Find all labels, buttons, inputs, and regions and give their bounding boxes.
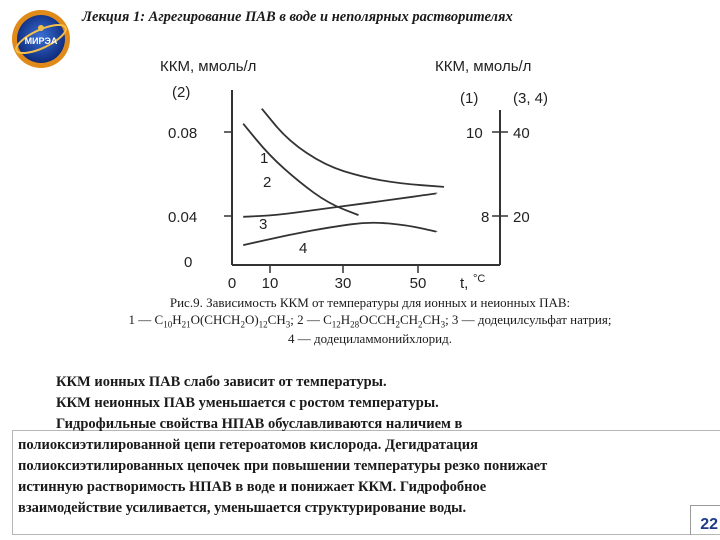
- paragraph-3-line-3: полиоксиэтилированных цепочек при повышении температуры резко понижает: [18, 458, 548, 474]
- right-axis-label: ККМ, ммоль/л: [435, 58, 532, 75]
- paragraph-2: ККМ неионных ПАВ уменьшается с ростом температуры.: [56, 395, 439, 411]
- x-tick-label: 30: [334, 275, 352, 292]
- frame-line: [12, 430, 13, 534]
- curve-label: 4: [299, 240, 308, 257]
- x-tick-label: 50: [409, 275, 427, 292]
- x-axis-unit: °С: [473, 273, 486, 285]
- right-tick-label-2: 20: [513, 209, 530, 226]
- logo-text: МИРЭА: [24, 36, 58, 46]
- paragraph-1: ККМ ионных ПАВ слабо зависит от температуры.: [56, 374, 387, 390]
- curve-4: [243, 223, 436, 245]
- caption-line-2: 1 — $С_{10}Н_{21}О(СНСН_2О)_{12}СН_3$; 2 — $С_{12}Н_{28}ОССН_2СН_2СН_3$; 3 — додецилсульфат натрия;: [128, 311, 612, 330]
- right-tick-label-2: 40: [513, 125, 530, 142]
- curve-1: [262, 109, 444, 187]
- curve-label: 2: [263, 174, 272, 191]
- curve-label: 1: [260, 150, 269, 167]
- right-tick-label-1: 10: [466, 125, 483, 142]
- ccm-temperature-chart: [160, 55, 600, 295]
- right-axis-series-ref-2: (3, 4): [513, 90, 549, 107]
- caption-line-3: 4 — додециламмонийхлорид.: [288, 330, 452, 346]
- left-axis-label: ККМ, ммоль/л: [160, 58, 257, 75]
- curve-3: [243, 193, 436, 216]
- left-axis-series-ref: (2): [172, 84, 191, 101]
- paragraph-3-line-1: Гидрофильные свойства НПАВ обуславливаются наличием в: [56, 416, 463, 432]
- x-tick-label: 10: [261, 275, 279, 292]
- frame-line: [12, 534, 720, 535]
- mirea-logo: [10, 8, 72, 70]
- curve-label: 3: [259, 216, 268, 233]
- right-tick-label-1: 8: [481, 209, 490, 226]
- paragraph-3-line-4: истинную растворимость НПАВ в воде и понижает ККМ. Гидрофобное: [18, 479, 487, 495]
- x-axis-label: t,: [460, 275, 469, 292]
- left-tick-label: 0.04: [168, 209, 198, 226]
- slide-title: Лекция 1: Агрегирование ПАВ в воде и неполярных растворителях: [82, 9, 513, 25]
- right-axis-series-ref-1: (1): [460, 90, 479, 107]
- page-number: 22: [700, 516, 718, 533]
- x-tick-label: 0: [227, 275, 237, 292]
- paragraph-3-line-2: полиоксиэтилированной цепи гетероатомов кислорода. Дегидратация: [18, 437, 478, 453]
- figure-caption: [40, 295, 700, 347]
- left-tick-label: 0.08: [168, 125, 198, 142]
- paragraph-3-line-5: взаимодействие усиливается, уменьшается структурирование воды.: [18, 500, 467, 516]
- lecture-text: [18, 372, 688, 519]
- caption-line-1: Рис.9. Зависимость ККМ от температуры для ионных и неионных ПАВ:: [169, 295, 571, 310]
- origin-label: 0: [184, 254, 193, 271]
